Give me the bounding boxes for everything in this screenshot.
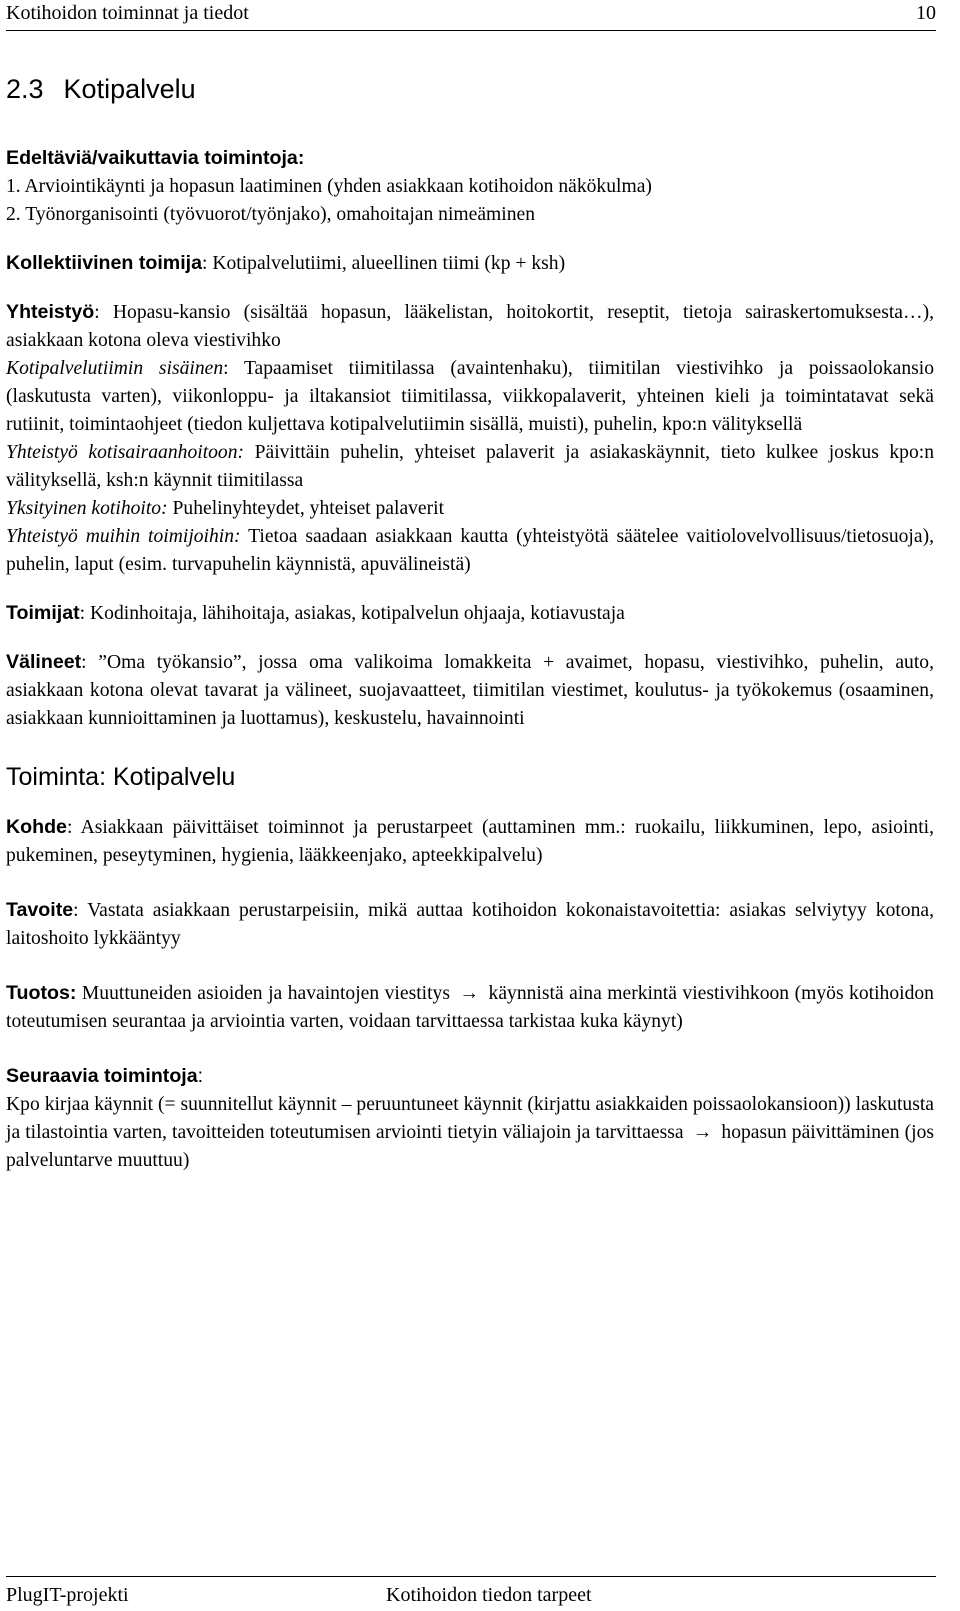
section-title: Kotipalvelu bbox=[63, 74, 196, 104]
footer-title: Kotihoidon tiedon tarpeet bbox=[386, 1584, 592, 1606]
output: Tuotos: Muuttuneiden asioiden ja havaintojen viestitys → käynnistä aina merkintä viestivihkoon (myös kotihoidon toteutumisen seurantaa ja arviointia varten, voidaan tarvittaessa tarkistaa kuka käynyt) bbox=[6, 982, 934, 1032]
cooperation-home-nursing: Yhteistyö kotisairaanhoitoon: Päivittäin puhelin, yhteiset palaverit ja asiakaskäynnit, tieto kulkee joskus kpo:n välityksellä, ksh:n käynnit tiimitilassa bbox=[6, 442, 934, 491]
header-title: Kotihoidon toiminnat ja tiedot bbox=[6, 2, 249, 24]
page-footer bbox=[6, 1576, 936, 1611]
cooperation: Yhteistyö: Hopasu-kansio (sisältää hopasun, lääkelistan, hoitokortit, reseptit, tietoja sairaskertomuksesta…), asiakkaan kotona oleva viestivihko bbox=[6, 301, 934, 351]
footer-project: PlugIT-projekti bbox=[6, 1584, 129, 1606]
following-label: Seuraavia toimintoja: bbox=[6, 1065, 204, 1087]
cooperation-others: Yhteistyö muihin toimijoihin: Tietoa saadaan asiakkaan kautta (yhteistyötä säätelee vaitiolovelvollisuus/tietosuoja), puhelin, laput (esim. turvapuhelin käynnistä, apuvälineistä) bbox=[6, 526, 934, 575]
preceding-label: Edeltäviä/vaikuttavia toimintoja: bbox=[6, 147, 305, 169]
following-text: Kpo kirjaa käynnit (= suunnitellut käynnit – peruuntuneet käynnit (kirjattu asiakkaiden poissaolokansioon)) laskutusta ja tilastointia varten, tavoitteiden toteutumisen arviointi tietyin väliajoin ja tarvittaessa → hopasun päivittäminen (jos palveluntarve muuttuu) bbox=[6, 1094, 935, 1171]
section-heading bbox=[6, 72, 934, 106]
object: Kohde: Asiakkaan päivittäiset toiminnot ja perustarpeet (auttaminen mm.: ruokailu, liikkuminen, lepo, asiointi, pukeminen, peseytyminen, hygienia, lääkkeenjako, apteekkipalvelu) bbox=[6, 816, 934, 866]
tools: Välineet: ”Oma työkansio”, jossa oma valikoima lomakkeita + avaimet, hopasu, viestivihko, puhelin, auto, asiakkaan kotona olevat tavarat ja välineet, suojavaatteet, tiimitilan viestimet, koulutus- ja työkokemus (osaaminen, asiakkaan kunnioittaminen ja luottamus), keskustelu, havainnointi bbox=[6, 651, 934, 729]
cooperation-internal: Kotipalvelutiimin sisäinen: Tapaamiset tiimitilassa (avaintenhaku), tiimitilan viestivihko ja poissaolokansio (laskutusta varten), viikonloppu- ja iltakansiot tiimitilassa, viikkopalaverit, yhteinen kieli ja toimintatavat sekä rutiinit, toimintaohjeet (tiedon kuljettava kotipalvelutiimin sisällä, muisti), puhelin, kpo:n välityksellä bbox=[6, 358, 934, 435]
cooperation-private: Yksityinen kotihoito: Puhelinyhteydet, yhteiset palaverit bbox=[6, 498, 445, 519]
page-header bbox=[6, 0, 936, 31]
arrow-icon: → bbox=[459, 983, 480, 1004]
preceding-item-2: 2. Työnorganisointi (työvuorot/työnjako), omahoitajan nimeäminen bbox=[6, 204, 536, 225]
document-body bbox=[6, 72, 934, 1175]
collective-actor: Kollektiivinen toimija: Kotipalvelutiimi, alueellinen tiimi (kp + ksh) bbox=[6, 252, 566, 274]
actors: Toimijat: Kodinhoitaja, lähihoitaja, asiakas, kotipalvelun ohjaaja, kotiavustaja bbox=[6, 602, 625, 624]
arrow-icon: → bbox=[692, 1122, 713, 1143]
page-number: 10 bbox=[916, 2, 936, 24]
section-number: 2.3 bbox=[6, 74, 44, 104]
goal: Tavoite: Vastata asiakkaan perustarpeisiin, mikä auttaa kotihoidon kokonaistavoitettia: asiakas selviytyy kotona, laitoshoito lykkääntyy bbox=[6, 899, 934, 949]
activity-heading: Toiminta: Kotipalvelu bbox=[6, 763, 236, 791]
preceding-item-1: 1. Arviointikäynti ja hopasun laatiminen (yhden asiakkaan kotihoidon näkökulma) bbox=[6, 176, 652, 197]
